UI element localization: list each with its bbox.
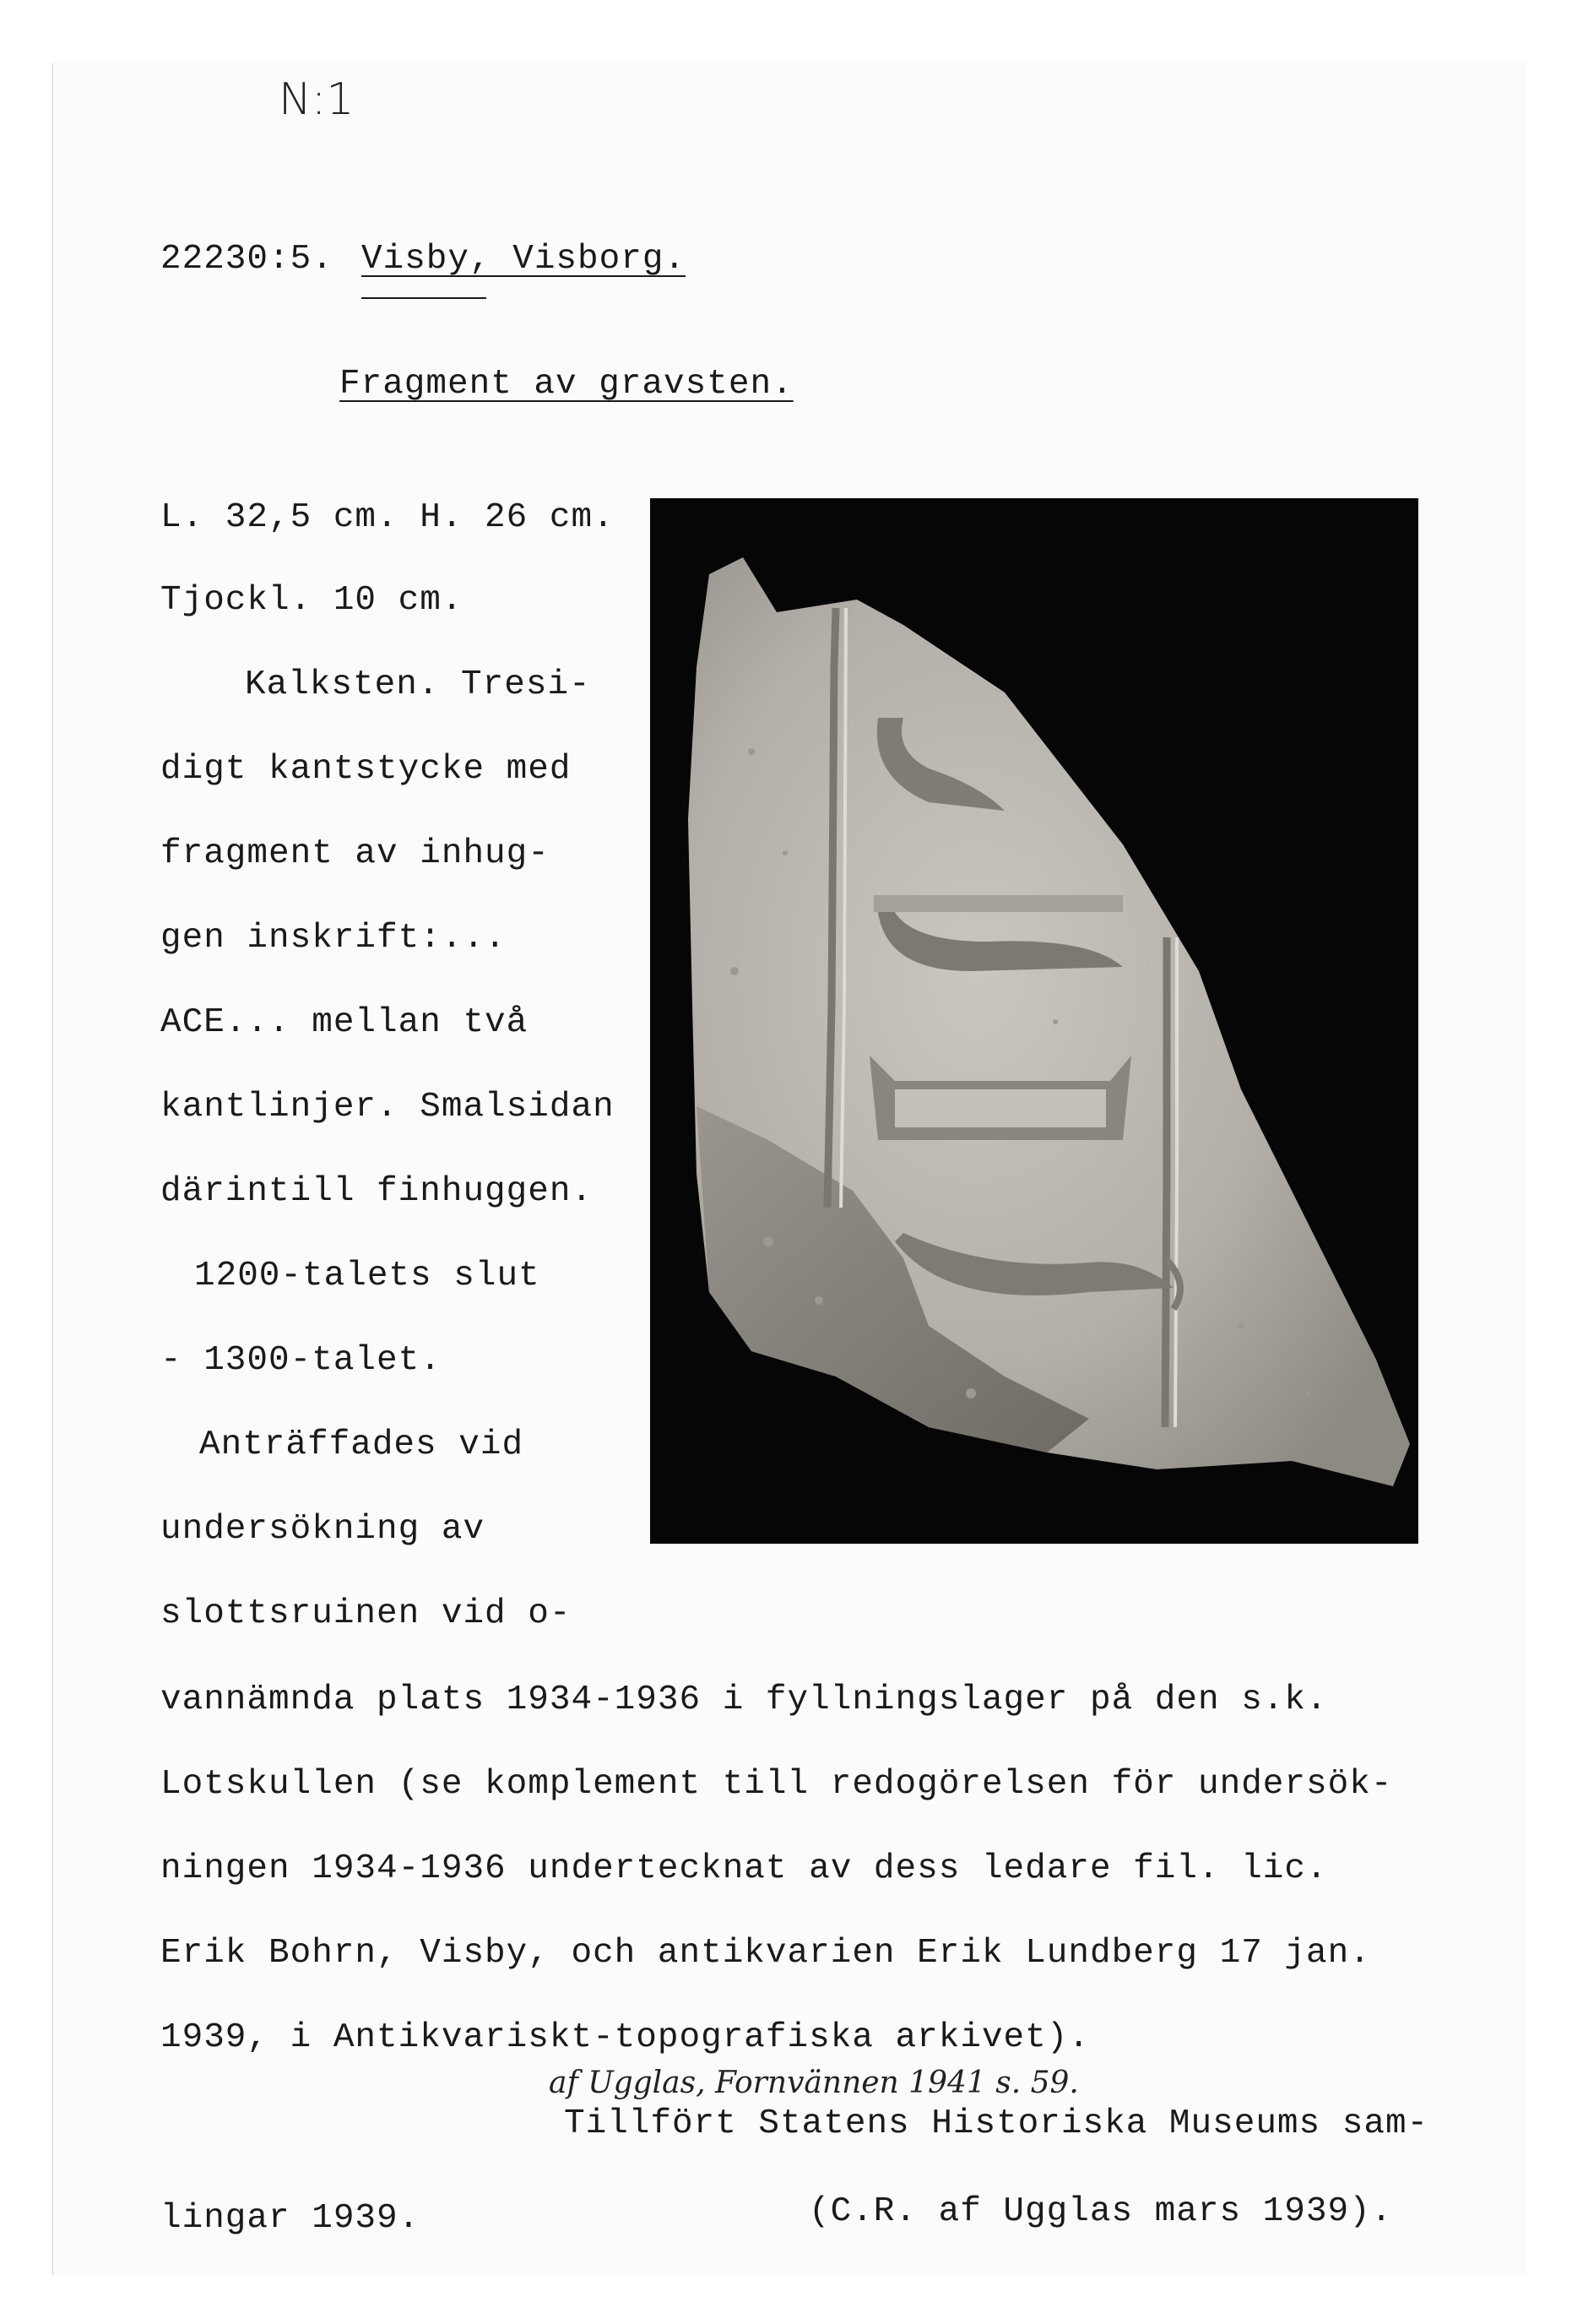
signature: (C.R. af Ugglas mars 1939). [809, 2192, 1393, 2231]
letter-bar-1 [874, 895, 1123, 912]
desc-line-6: gen inskrift:... [160, 919, 507, 958]
handwritten-reference: af Ugglas, Fornvännen 1941 s. 59. [549, 2066, 1079, 2100]
desc-line-7: ACE... mellan två [160, 1003, 529, 1042]
desc-line-2: Tjockl. 10 cm. [160, 581, 463, 620]
desc-line-14: slottsruinen vid o- [160, 1594, 572, 1633]
body-line-2: Lotskullen (se komplement till redogörelsen för undersök- [160, 1765, 1393, 1804]
desc-line-3: Kalksten. Tresi- [245, 665, 591, 704]
desc-line-8: kantlinjer. Smalsidan [160, 1088, 615, 1127]
body-line-1: vannämnda plats 1934-1936 i fyllningslager på den s.k. [160, 1681, 1328, 1719]
stone-fragment-image [650, 498, 1418, 1544]
desc-line-4: digt kantstycke med [160, 750, 572, 789]
carved-line-right [1165, 937, 1167, 1427]
body-line-5: 1939, i Antikvariskt-topografiska arkivet). [160, 2018, 1090, 2057]
body-line-3: ningen 1934-1936 undertecknat av dess ledare fil. lic. [160, 1849, 1328, 1888]
artifact-photo [650, 498, 1418, 1544]
document-title: Fragment av gravsten. [339, 365, 794, 404]
site-name: Visby, Visborg. [361, 240, 686, 279]
desc-line-13: undersökning av [160, 1510, 485, 1549]
number-mark: N:1 [279, 74, 355, 125]
carved-line-right-highlight [1175, 937, 1177, 1427]
letter-face [895, 1089, 1106, 1127]
desc-line-11: - 1300-talet. [160, 1341, 442, 1380]
catalog-number: 22230:5. [160, 240, 333, 279]
desc-line-10: 1200-talets slut [194, 1257, 540, 1295]
desc-line-9: därintill finhuggen. [160, 1172, 594, 1211]
site-underline-extra [361, 297, 486, 299]
acquisition-line: Tillfört Statens Historiska Museums sam- [564, 2104, 1429, 2143]
acquisition-end: lingar 1939. [160, 2199, 420, 2238]
body-line-4: Erik Bohrn, Visby, och antikvarien Erik Lundberg 17 jan. [160, 1934, 1371, 1973]
desc-line-12: Anträffades vid [199, 1425, 524, 1464]
desc-line-1: L. 32,5 cm. H. 26 cm. [160, 498, 615, 537]
desc-line-5: fragment av inhug- [160, 834, 550, 873]
